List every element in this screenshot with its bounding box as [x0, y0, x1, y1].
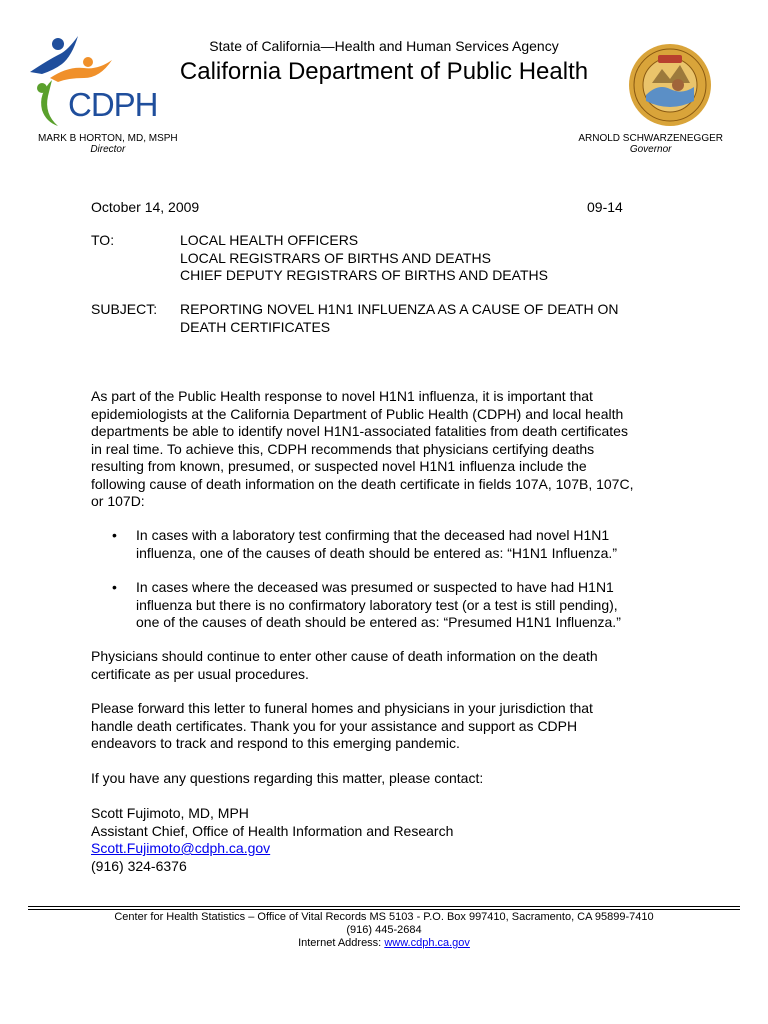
california-seal [628, 43, 712, 127]
governor-block [578, 133, 723, 155]
department-name: California Department of Public Health [179, 58, 589, 85]
text-line: resulting from known, presumed, or suspected novel H1N1 influenza include the [91, 458, 587, 474]
contact-phone: (916) 324-6376 [91, 857, 187, 874]
recipient: LOCAL REGISTRARS OF BIRTHS AND DEATHS [180, 249, 491, 266]
text-line: Please forward this letter to funeral homes and physicians in your jurisdiction that [91, 700, 593, 716]
text-line: in real time. To achieve this, CDPH recommends that physicians certifying deaths [91, 440, 595, 457]
recipient: LOCAL HEALTH OFFICERS [180, 232, 359, 248]
subject-text [180, 301, 700, 336]
letter-date: October 14, 2009 [91, 199, 200, 215]
text-line: or 107D: [91, 493, 145, 509]
subject-line: REPORTING NOVEL H1N1 INFLUENZA AS A CAUSE OF DEATH ON [180, 301, 619, 317]
contact-email-link[interactable]: Scott.Fujimoto@cdph.ca.gov [91, 840, 271, 856]
text-line: epidemiologists at the California Department of Public Health (CDPH) and local health [91, 405, 624, 422]
text-line: certificate as per usual procedures. [91, 665, 309, 682]
governor-title: Governor [629, 144, 672, 155]
director-title: Director [90, 144, 126, 155]
footer-divider [28, 909, 740, 910]
text-line: departments be able to identify novel H1N1-associated fatalities from death certificates [91, 423, 628, 439]
letter-reference: 09-14 [587, 199, 623, 215]
footer-phone: (916) 445-2684 [346, 924, 422, 936]
governor-name: ARNOLD SCHWARZENEGGER [578, 133, 723, 144]
text-line: influenza, one of the causes of death should be entered as: “H1N1 Influenza.” [136, 544, 617, 561]
contact-title: Assistant Chief, Office of Health Information and Research [91, 822, 454, 839]
contact-name: Scott Fujimoto, MD, MPH [91, 805, 249, 821]
state-seal-icon [628, 43, 712, 127]
text-line: endeavors to track and respond to this emerging pandemic. [91, 735, 460, 751]
internet-label: Internet Address: [298, 937, 382, 949]
paragraph-contact-intro: If you have any questions regarding this matter, please contact: [91, 770, 484, 786]
paragraph-procedures [91, 648, 691, 683]
subject-line: DEATH CERTIFICATES [180, 318, 331, 335]
to-label: TO: [91, 232, 115, 248]
bullet-icon: • [112, 527, 117, 543]
contact-block [91, 805, 691, 875]
website-link[interactable]: www.cdph.ca.gov [384, 937, 470, 949]
bullet-icon: • [112, 579, 117, 595]
text-line: As part of the Public Health response to novel H1N1 influenza, it is important that [91, 388, 593, 404]
text-line: In cases with a laboratory test confirming that the deceased had novel H1N1 [136, 527, 610, 543]
text-line: one of the causes of death should be entered as: “Presumed H1N1 Influenza.” [136, 614, 621, 630]
bullet-list [112, 527, 682, 649]
text-line: handle death certificates. Thank you for your assistance and support as CDPH [91, 717, 578, 734]
footer [0, 911, 768, 950]
recipient: CHIEF DEPUTY REGISTRARS OF BIRTHS AND DEATHS [180, 267, 548, 283]
text-line: In cases where the deceased was presumed or suspected to have had H1N1 [136, 579, 614, 595]
bullet-item [112, 527, 682, 562]
logo-text: CDPH [68, 86, 158, 123]
agency-name: State of California—Health and Human Services Agency [209, 38, 559, 54]
to-recipients [180, 232, 548, 285]
subject-label: SUBJECT: [91, 301, 158, 317]
footer-internet [0, 937, 768, 950]
footer-divider [28, 906, 740, 907]
paragraph-forward [91, 700, 691, 753]
text-line: Physicians should continue to enter other cause of death information on the death [91, 648, 598, 664]
text-line: following cause of death information on the death certificate in fields 107A, 107B, 107C, [91, 475, 634, 492]
paragraph-intro [91, 388, 691, 511]
director-block [38, 133, 178, 155]
text-line: influenza but there is no confirmatory laboratory test (or a test is still pending), [136, 596, 618, 613]
director-name: MARK B HORTON, MD, MSPH [38, 133, 178, 144]
footer-address: Center for Health Statistics – Office of Vital Records MS 5103 - P.O. Box 997410, Sacramento, CA 95899-7410 [114, 911, 654, 923]
bullet-item [112, 579, 682, 632]
